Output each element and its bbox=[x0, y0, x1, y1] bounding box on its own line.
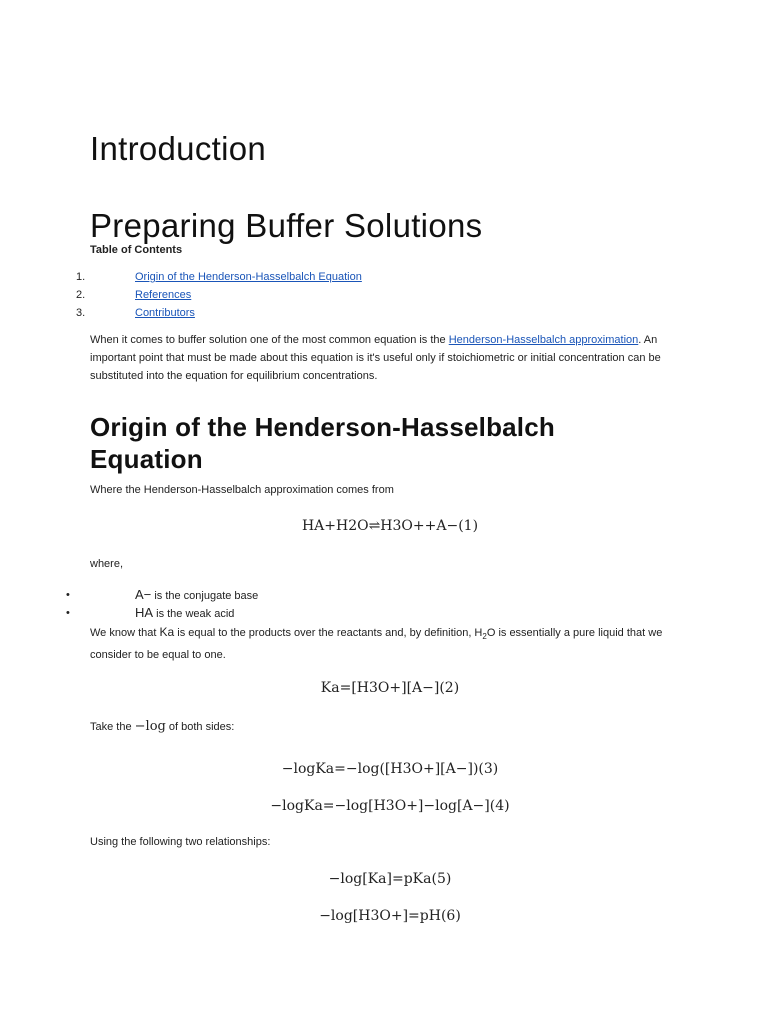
ka-text: We know that bbox=[90, 627, 160, 639]
equation-6-text: −log[H3O+]=pH(6) bbox=[319, 908, 461, 924]
toc-link-origin[interactable]: Origin of the Henderson-Hasselbalch Equation bbox=[135, 271, 362, 283]
ka-paragraph bbox=[90, 623, 680, 664]
intro-text-continued: . An important point that must be made about this equation is it's useful only if stoichiometric or initial concentration can be substituted into the equation for equilibrium concentrations. bbox=[90, 334, 661, 382]
subscript: 2 bbox=[482, 632, 487, 642]
origin-intro-text: Where the Henderson-Hasselbalch approximation comes from bbox=[90, 484, 394, 496]
symbol-weak-acid: HA bbox=[135, 605, 154, 620]
take-log-after: of both sides: bbox=[165, 721, 235, 733]
heading-preparing-buffer-solutions: Preparing Buffer Solutions bbox=[90, 207, 483, 244]
log-symbol: −log bbox=[134, 719, 166, 734]
bullet-dot: • bbox=[66, 589, 70, 601]
henderson-hasselbalch-link[interactable]: Henderson-Hasselbalch approximation bbox=[448, 334, 639, 346]
equation-4-text: −logKa=−log[H3O+]−log[A−](4) bbox=[270, 798, 510, 814]
toc-number: 2. bbox=[76, 289, 86, 301]
equation-5-text: −log[Ka]=pKa(5) bbox=[328, 871, 452, 887]
take-log-before: Take the bbox=[90, 721, 135, 733]
definition-text: is the conjugate base bbox=[151, 590, 259, 602]
relationships-label: Using the following two relationships: bbox=[90, 836, 271, 848]
heading-origin: Origin of the Henderson-Hasselbalch Equation bbox=[90, 412, 555, 474]
ka-text-continued: is equal to the products over the reactants and, by definition, H bbox=[174, 627, 483, 639]
equation-2 bbox=[90, 680, 690, 696]
heading-introduction: Introduction bbox=[90, 130, 267, 167]
toc-link-references[interactable]: References bbox=[135, 289, 192, 301]
intro-text: When it comes to buffer solution one of the most common equation is the bbox=[90, 334, 449, 346]
ka-text-end: O is essentially a pure liquid that we consider to be equal to one. bbox=[90, 627, 663, 662]
definition-item bbox=[135, 586, 258, 605]
definition-text: is the weak acid bbox=[153, 608, 235, 620]
bullet-dot: • bbox=[66, 607, 70, 619]
toc-link-contributors[interactable]: Contributors bbox=[135, 307, 195, 319]
equation-5 bbox=[90, 871, 690, 887]
intro-paragraph bbox=[90, 331, 680, 385]
toc-number: 1. bbox=[76, 271, 86, 283]
symbol-conjugate-base: A− bbox=[135, 587, 152, 602]
toc-title: Table of Contents bbox=[90, 244, 183, 256]
equation-2-text: Ka=[H3O+][A−](2) bbox=[320, 680, 460, 696]
take-log-text bbox=[90, 718, 234, 736]
toc-number: 3. bbox=[76, 307, 86, 319]
ka-symbol: Ka bbox=[159, 625, 175, 639]
equation-1 bbox=[90, 518, 690, 534]
equation-3-text: −logKa=−log([H3O+][A−])(3) bbox=[281, 761, 499, 777]
definition-item bbox=[135, 604, 234, 623]
where-label: where, bbox=[90, 558, 124, 570]
equation-4 bbox=[90, 798, 690, 814]
equation-3 bbox=[90, 761, 690, 777]
equation-6 bbox=[90, 908, 690, 924]
equation-1-text: HA+H2O⇌H3O++A−(1) bbox=[301, 518, 479, 534]
